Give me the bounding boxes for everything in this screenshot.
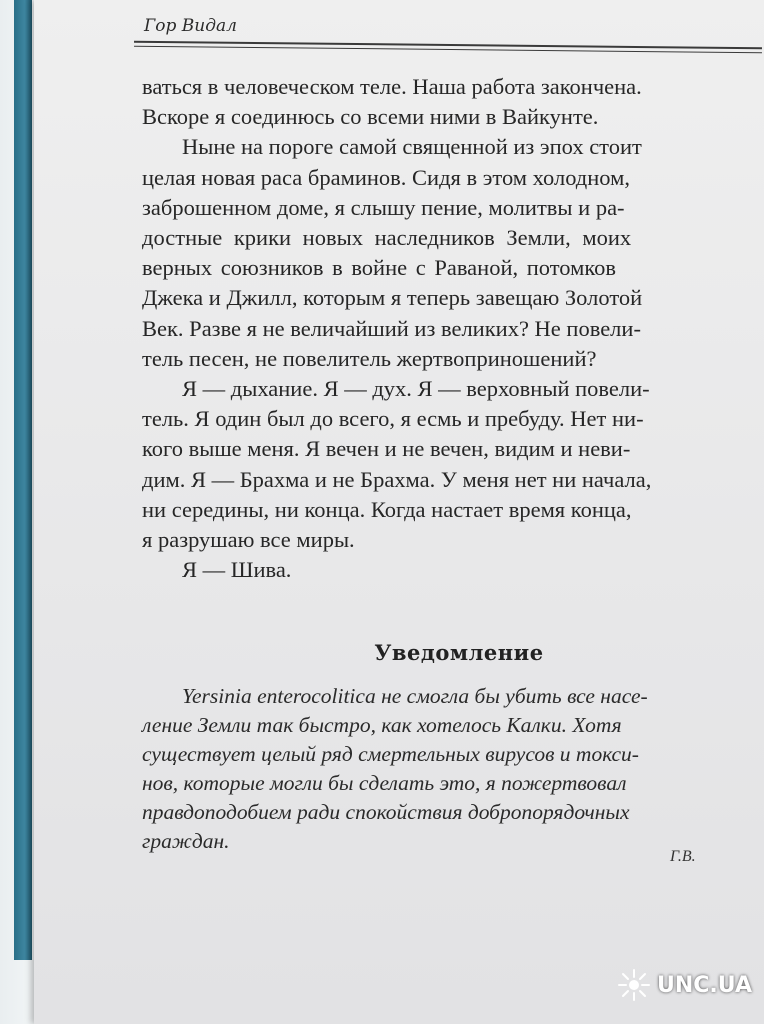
- text-line: тель. Я один был до всего, я есмь и пребуду. Нет ни-: [142, 406, 644, 432]
- text-line: я разрушаю все миры.: [142, 527, 355, 553]
- text-line: Век. Разве я не величайший из великих? Не повели-: [142, 315, 641, 341]
- paragraph-3: [142, 374, 732, 555]
- note-signature: Г.В.: [670, 848, 696, 865]
- text-line: кого выше меня. Я вечен и не вечен, видим и неви-: [142, 436, 631, 462]
- watermark-text: UNC.UA: [657, 972, 752, 998]
- section-heading: Уведомление: [374, 640, 544, 665]
- watermark: [617, 968, 752, 1002]
- text-line: целая новая раса браминов. Сидя в этом холодном,: [142, 164, 630, 190]
- note-line: ление Земли так быстро, как хотелось Калки. Хотя: [142, 713, 622, 737]
- text-line: ни середины, ни конца. Когда настает время конца,: [142, 496, 632, 522]
- running-head: Гор Видал: [144, 16, 237, 36]
- note-text: [142, 682, 742, 856]
- text-line: Я — Шива.: [182, 557, 292, 583]
- text-line: Я — дыхание. Я — дух. Я — верховный повели-: [182, 376, 650, 402]
- paragraph-4: [142, 555, 732, 585]
- note-line: правдоподобием ради спокойствия добропорядочных: [142, 800, 630, 824]
- text-line: Джека и Джилл, которым я теперь завещаю Золотой: [142, 285, 643, 311]
- text-line: тель песен, не повелитель жертвоприношений?: [142, 345, 597, 371]
- text-line: достные крики новых наследников Земли, моих: [142, 225, 632, 251]
- text-line: верных союзников в войне с Раваной, потомков: [142, 255, 616, 281]
- text-line: Вскоре я соединюсь со всеми ними в Вайкунте.: [142, 104, 599, 130]
- text-line: ваться в человеческом теле. Наша работа закончена.: [142, 74, 642, 99]
- body-text: [142, 72, 732, 585]
- sunburst-icon: [617, 968, 651, 1002]
- note-line: Yersinia enterocolitica не смогла бы убить все насе-: [182, 684, 648, 708]
- paragraph-1: [142, 72, 732, 132]
- note-line: нов, которые могли бы сделать это, я пожертвовал: [142, 771, 627, 795]
- text-line: Ныне на пороге самой священной из эпох стоит: [182, 134, 642, 160]
- note-line: существует целый ряд смертельных вирусов и токси-: [142, 742, 639, 766]
- book-page: [34, 0, 764, 1024]
- note-line: граждан.: [142, 829, 230, 853]
- book-cover-edge: [14, 0, 32, 960]
- paragraph-2: [142, 132, 732, 374]
- text-line: заброшенном доме, я слышу пение, молитвы и ра-: [142, 194, 625, 220]
- text-line: дим. Я — Брахма и не Брахма. У меня нет ни начала,: [142, 466, 652, 492]
